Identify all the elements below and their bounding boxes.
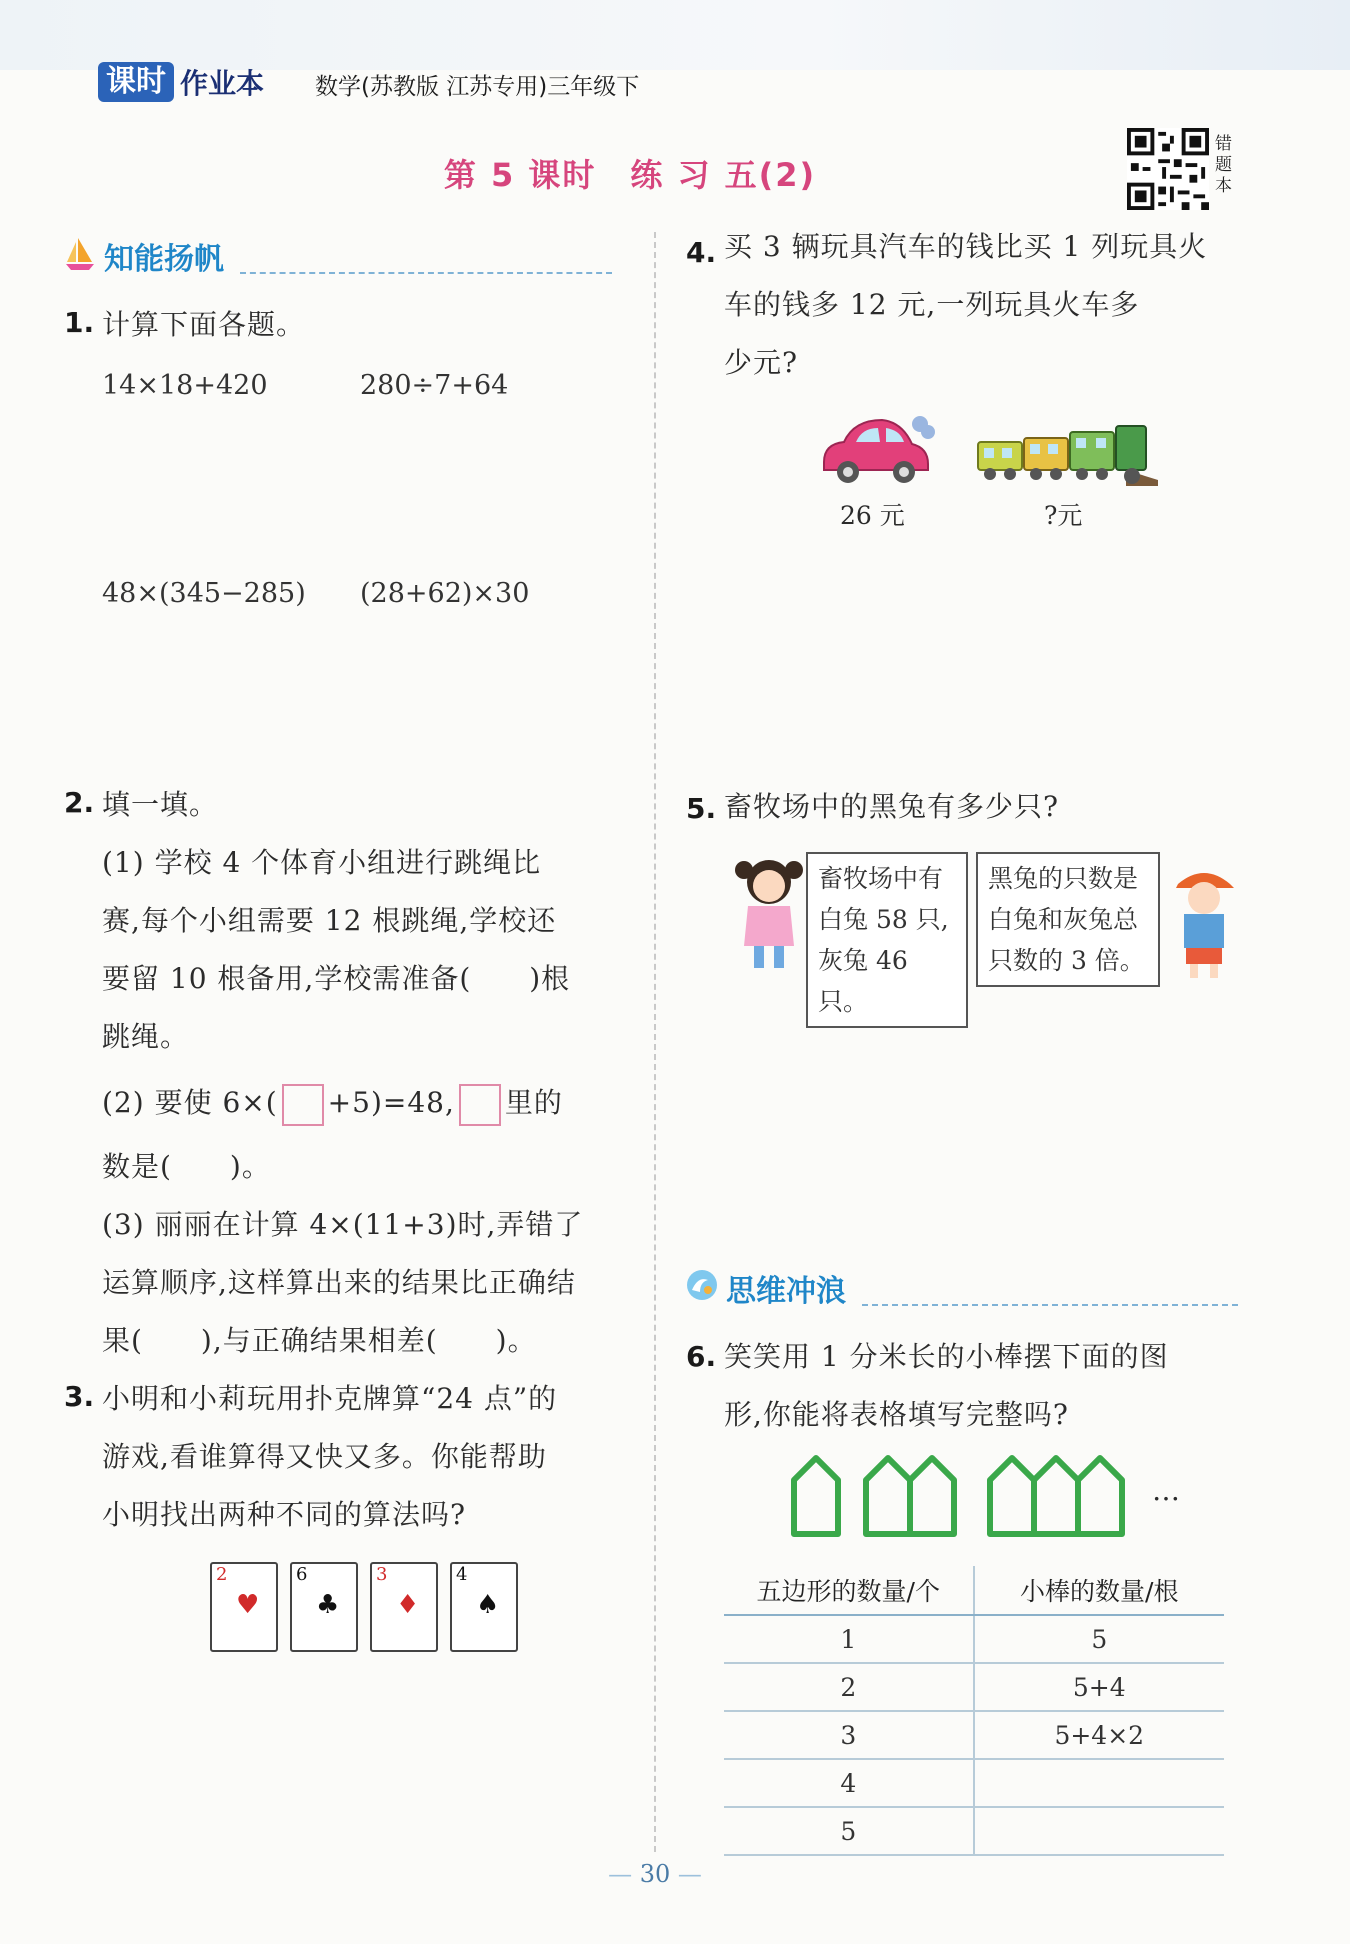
question-number: 6. xyxy=(686,1340,717,1373)
sub-question-text: 跳绳。 xyxy=(102,1020,190,1053)
bubble-line: 白兔和灰兔总 xyxy=(988,905,1139,934)
expression: 14×18+420 xyxy=(102,370,268,401)
column-header: 五边形的数量/个 xyxy=(724,1566,974,1615)
book-subtitle: 数学(苏教版 江苏专用)三年级下 xyxy=(315,74,640,100)
card-rank: 2 xyxy=(216,1564,228,1585)
question-number: 4. xyxy=(686,236,717,269)
page-number-text: 30 xyxy=(639,1860,671,1888)
answer-cell[interactable] xyxy=(974,1807,1224,1855)
section-heading-left: 知能扬帆 xyxy=(104,242,224,277)
bubble-line: 畜牧场中有 xyxy=(818,864,944,893)
table-cell: 5 xyxy=(974,1615,1224,1663)
bubble-line: 黑兔的只数是 xyxy=(988,864,1139,893)
table-cell: 4 xyxy=(724,1759,974,1807)
playing-card xyxy=(370,1562,438,1652)
ellipsis-text: … xyxy=(1152,1474,1180,1507)
page-number: — 30 — xyxy=(608,1860,702,1888)
question-text: 小明和小莉玩用扑克牌算“24 点”的 xyxy=(102,1382,558,1415)
answer-cell[interactable] xyxy=(974,1759,1224,1807)
expression: 48×(345−285) xyxy=(102,578,306,609)
spade-suit-icon: ♠ xyxy=(476,1590,500,1620)
sub-question-text: +5)=48, xyxy=(327,1086,455,1119)
qr-code-icon[interactable] xyxy=(1127,128,1209,210)
sub-question-text: (3) 丽丽在计算 4×(11+3)时,弄错了 xyxy=(102,1208,584,1241)
question-text: 买 3 辆玩具汽车的钱比买 1 列玩具火 xyxy=(724,230,1208,263)
logo-word: 作业本 xyxy=(180,67,265,100)
heart-suit-icon: ♥ xyxy=(236,1590,260,1620)
lesson-title: 第 5 课时 练 习 五(2) xyxy=(443,156,817,194)
card-rank: 3 xyxy=(376,1564,388,1585)
logo xyxy=(98,62,264,102)
car-price-label: 26 元 xyxy=(840,501,905,530)
answer-box[interactable] xyxy=(282,1084,324,1126)
section-underline-right xyxy=(862,1304,1238,1306)
logo-badge: 课时 xyxy=(98,62,174,102)
bubble-line: 灰兔 46 只。 xyxy=(818,946,908,1016)
question-text: 畜牧场中的黑兔有多少只? xyxy=(724,790,1060,823)
train-price-label: ?元 xyxy=(1044,501,1083,530)
pentagon-shape xyxy=(794,1458,838,1534)
pentagon-shape xyxy=(1078,1458,1122,1534)
bubble-line: 只数的 3 倍。 xyxy=(988,946,1145,975)
pentagon-shape xyxy=(1034,1458,1078,1534)
expression: (28+62)×30 xyxy=(360,578,530,609)
sailboat-icon xyxy=(64,236,96,272)
diamond-suit-icon: ♦ xyxy=(396,1590,420,1620)
pentagon-shape xyxy=(910,1458,954,1534)
sub-question-text: 果( ),与正确结果相差( )。 xyxy=(102,1324,537,1357)
bubble-line: 白兔 58 只, xyxy=(818,905,949,934)
question-number: 1. xyxy=(64,306,95,339)
question-text: 笑笑用 1 分米长的小棒摆下面的图 xyxy=(724,1340,1169,1373)
boy-character-icon xyxy=(1172,862,1236,982)
question-number: 2. xyxy=(64,786,95,819)
question-text: 车的钱多 12 元,一列玩具火车多 xyxy=(724,288,1140,321)
column-divider xyxy=(654,232,656,1852)
toy-car-icon xyxy=(816,410,936,490)
girl-character-icon xyxy=(732,852,806,976)
table-cell: 5 xyxy=(724,1807,974,1855)
sub-question-text: 赛,每个小组需要 12 根跳绳,学校还 xyxy=(102,904,557,937)
playing-card xyxy=(290,1562,358,1652)
playing-card xyxy=(450,1562,518,1652)
sub-question-text: (1) 学校 4 个体育小组进行跳绳比 xyxy=(102,846,542,879)
question-text: 形,你能将表格填写完整吗? xyxy=(724,1398,1069,1431)
table-cell: 2 xyxy=(724,1663,974,1711)
question-number: 5. xyxy=(686,792,717,825)
expression: 280÷7+64 xyxy=(360,370,509,401)
answer-box[interactable] xyxy=(459,1084,501,1126)
qr-label: 错题本 xyxy=(1215,134,1232,196)
sub-question-text: 运算顺序,这样算出来的结果比正确结 xyxy=(102,1266,576,1299)
club-suit-icon: ♣ xyxy=(316,1590,340,1620)
table-row xyxy=(724,1663,1224,1711)
table-cell: 5+4 xyxy=(974,1663,1224,1711)
column-header: 小棒的数量/根 xyxy=(974,1566,1224,1615)
sub-question-text: 要留 10 根备用,学校需准备( )根 xyxy=(102,962,571,995)
pentagon-stick-figures xyxy=(788,1450,1148,1540)
question-text: 游戏,看谁算得又快又多。你能帮助 xyxy=(102,1440,547,1473)
pentagon-shape xyxy=(866,1458,910,1534)
sub-question-text: (2) 要使 6×( xyxy=(102,1086,278,1119)
toy-train-icon xyxy=(976,418,1160,490)
playing-card xyxy=(210,1562,278,1652)
question-text: 小明找出两种不同的算法吗? xyxy=(102,1498,467,1531)
speech-bubble xyxy=(976,852,1160,987)
table-cell: 3 xyxy=(724,1711,974,1759)
section-heading-right: 思维冲浪 xyxy=(726,1274,846,1309)
table-header-row xyxy=(724,1566,1224,1615)
table-cell: 1 xyxy=(724,1615,974,1663)
top-band xyxy=(0,0,1350,70)
table-cell: 5+4×2 xyxy=(974,1711,1224,1759)
sub-question-line xyxy=(102,1074,563,1132)
table-row xyxy=(724,1615,1224,1663)
section-underline-left xyxy=(240,272,612,274)
card-rank: 4 xyxy=(456,1564,468,1585)
table-row xyxy=(724,1807,1224,1855)
wave-icon xyxy=(686,1268,718,1302)
speech-bubble xyxy=(806,852,968,1028)
question-text: 少元? xyxy=(724,346,799,379)
data-table xyxy=(724,1566,1224,1856)
table-row xyxy=(724,1759,1224,1807)
question-text: 填一填。 xyxy=(102,788,219,821)
question-text: 计算下面各题。 xyxy=(102,308,306,341)
question-number: 3. xyxy=(64,1380,95,1413)
table-row xyxy=(724,1711,1224,1759)
pentagon-shape xyxy=(990,1458,1034,1534)
sub-question-text: 数是( )。 xyxy=(102,1150,271,1183)
card-rank: 6 xyxy=(296,1564,308,1585)
sub-question-text: 里的 xyxy=(504,1086,563,1119)
